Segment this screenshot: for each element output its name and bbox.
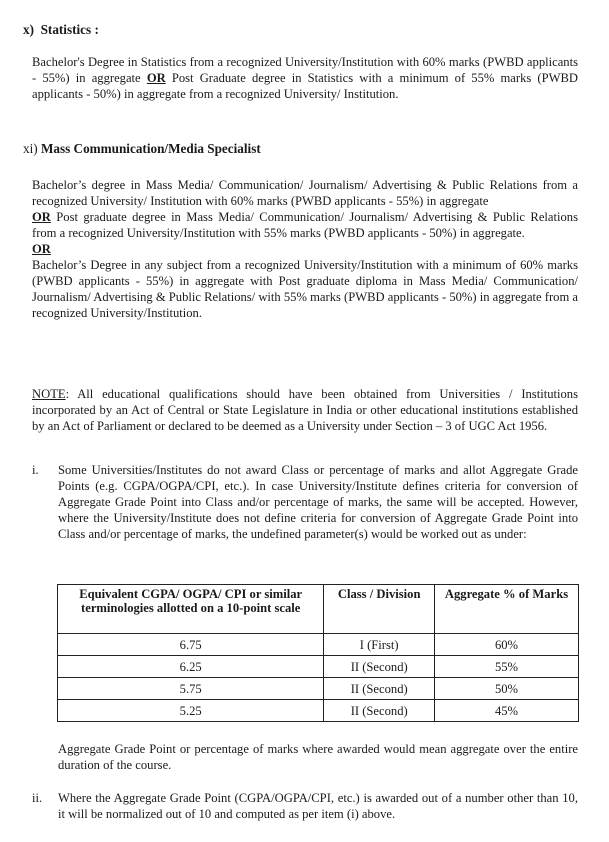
table-cell: II (Second)	[324, 656, 435, 678]
table-row	[58, 700, 579, 722]
aggregate-note: Aggregate Grade Point or percentage of marks where awarded would mean aggregate over the entire duration of the course.	[58, 742, 578, 772]
mass-comm-option-2: Post graduate degree in Mass Media/ Communication/ Journalism/ Advertising & Public Relations from a recognized University/Institution with 55% marks (PWBD applicants - 50%) in aggregate.	[32, 210, 578, 240]
table-header-percentage: Aggregate % of Marks	[434, 585, 578, 634]
list-marker: ii.	[32, 791, 43, 805]
or-keyword: OR	[146, 71, 166, 85]
statistics-paragraph: Bachelor's Degree in Statistics from a recognized University/Institution with 60% marks (PWBD applicants - 55%) in aggregate OR Post Graduate degree in Statistics with a minimum of 55% marks (PWBD applicants - 50%) in aggregate from a recognized University/ Institution.	[32, 55, 579, 101]
table-cell: 60%	[434, 634, 578, 656]
mass-comm-paragraph	[32, 177, 578, 321]
or-keyword: OR	[32, 242, 51, 256]
table-cell: II (Second)	[324, 700, 435, 722]
table-cell: 6.75	[58, 634, 324, 656]
or-keyword: OR	[32, 210, 51, 224]
table-cell: 5.25	[58, 700, 324, 722]
table-header-cgpa: Equivalent CGPA/ OGPA/ CPI or similar terminologies allotted on a 10-point scale	[58, 585, 324, 634]
table-row	[58, 634, 579, 656]
list-item-ii	[32, 790, 578, 822]
table-row	[58, 656, 579, 678]
note-paragraph: NOTE: All educational qualifications should have been obtained from Universities / Institutions incorporated by an Act of Central or State Legislature in India or other educational institutions established by an Act of Parliament or declared to be deemed as a University under Section – 3 of UGC Act 1956.	[32, 387, 578, 433]
table-cell: 5.75	[58, 678, 324, 700]
list-item-text: Where the Aggregate Grade Point (CGPA/OGPA/CPI, etc.) is awarded out of a number other than 10, it will be normalized out of 10 and computed as per item (i) above.	[58, 791, 578, 821]
grade-conversion-table	[57, 584, 579, 722]
table-header-row	[58, 585, 579, 634]
section-title: Statistics :	[40, 22, 99, 37]
table-row	[58, 678, 579, 700]
table-header-class: Class / Division	[324, 585, 435, 634]
table-cell: 6.25	[58, 656, 324, 678]
section-title: Mass Communication/Media Specialist	[40, 141, 261, 156]
table-cell: 55%	[434, 656, 578, 678]
mass-comm-option-3: Bachelor’s Degree in any subject from a recognized University/Institution with a minimum of 60% marks (PWBD applicants - 55%) in aggregate with Post graduate diploma in Mass Media/ Communication/ Journalism/ Advertising & Public Relations/ with 55% marks (PWBD applicants - 50%) in aggregate from a recognized University/Institution.	[32, 258, 578, 320]
list-item-i	[32, 462, 578, 542]
section-heading-statistics: x) Statistics :	[23, 22, 99, 37]
section-heading-mass-comm: xi) Mass Communication/Media Specialist	[23, 141, 261, 156]
note-label: NOTE	[32, 387, 66, 401]
table-cell: 50%	[434, 678, 578, 700]
mass-comm-option-1: Bachelor’s degree in Mass Media/ Communication/ Journalism/ Advertising & Public Relations from a recognized University/ Institution with 60% marks (PWBD applicants - 55%) in aggregate	[32, 178, 578, 208]
list-marker: i.	[32, 463, 39, 477]
table-cell: 45%	[434, 700, 578, 722]
table-cell: I (First)	[324, 634, 435, 656]
list-item-text: Some Universities/Institutes do not award Class or percentage of marks and allot Aggregate Grade Points (e.g. CGPA/OGPA/CPI, etc.). In case University/Institute defines criteria for conversion of Aggregate Grade Point into Class and/or percentage of marks, the same will be accepted. However, where the University/Institute does not define criteria for conversion of Aggregate Grade Point into Class and/or percentage of marks, the undefined parameter(s) would be worked out as under:	[58, 463, 578, 541]
table-cell: II (Second)	[324, 678, 435, 700]
